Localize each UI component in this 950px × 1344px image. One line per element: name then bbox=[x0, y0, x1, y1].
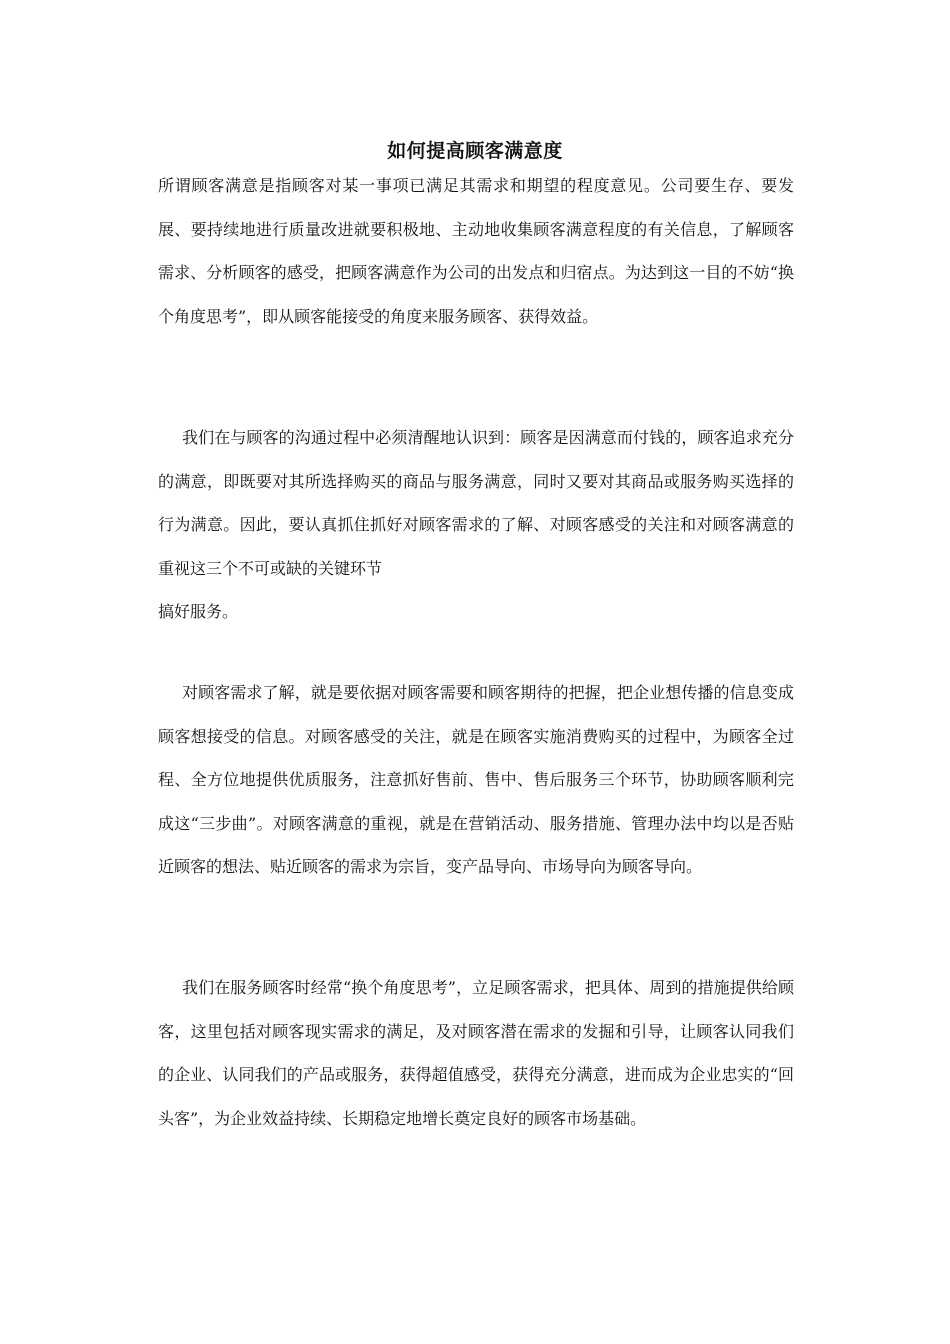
paragraph-communication-tail: 搞好服务。 bbox=[158, 602, 239, 621]
paragraph-communication-body: 我们在与顾客的沟通过程中必须清醒地认识到：顾客是因满意而付钱的，顾客追求充分的满意，即既要对其所选择购买的商品与服务满意，同时又要对其商品或服务购买选择的行为满意。因此，要认真抓住抓好对顾客需求的了解、对顾客感受的关注和对顾客满意的重视这三个不可或缺的关键环节 bbox=[158, 428, 794, 578]
paragraph-communication bbox=[158, 416, 794, 634]
paragraph-service: 我们在服务顾客时经常“换个角度思考”，立足顾客需求，把具体、周到的措施提供给顾客，这里包括对顾客现实需求的满足，及对顾客潜在需求的发掘和引导，让顾客认同我们的企业、认同我们的产品或服务，获得超值感受，获得充分满意，进而成为企业忠实的“回头客”，为企业效益持续、长期稳定地增长奠定良好的顾客市场基础。 bbox=[158, 978, 794, 1128]
paragraph-definition: 所谓顾客满意是指顾客对某一事项已满足其需求和期望的程度意见。公司要生存、要发展、要持续地进行质量改进就要积极地、主动地收集顾客满意程度的有关信息，了解顾客需求、分析顾客的感受，把顾客满意作为公司的出发点和归宿点。为达到这一目的不妨“换个角度思考”，即从顾客能接受的角度来服务顾客、获得效益。 bbox=[158, 176, 794, 326]
document-title: 如何提高顾客满意度 bbox=[387, 140, 563, 162]
paragraph-needs: 对顾客需求了解，就是要依据对顾客需要和顾客期待的把握，把企业想传播的信息变成顾客想接受的信息。对顾客感受的关注，就是在顾客实施消费购买的过程中，为顾客全过程、全方位地提供优质服务，注意抓好售前、售中、售后服务三个环节，协助顾客顺利完成这“三步曲”。对顾客满意的重视，就是在营销活动、服务措施、管理办法中均以是否贴近顾客的想法、贴近顾客的需求为宗旨，变产品导向、市场导向为顾客导向。 bbox=[158, 683, 794, 876]
